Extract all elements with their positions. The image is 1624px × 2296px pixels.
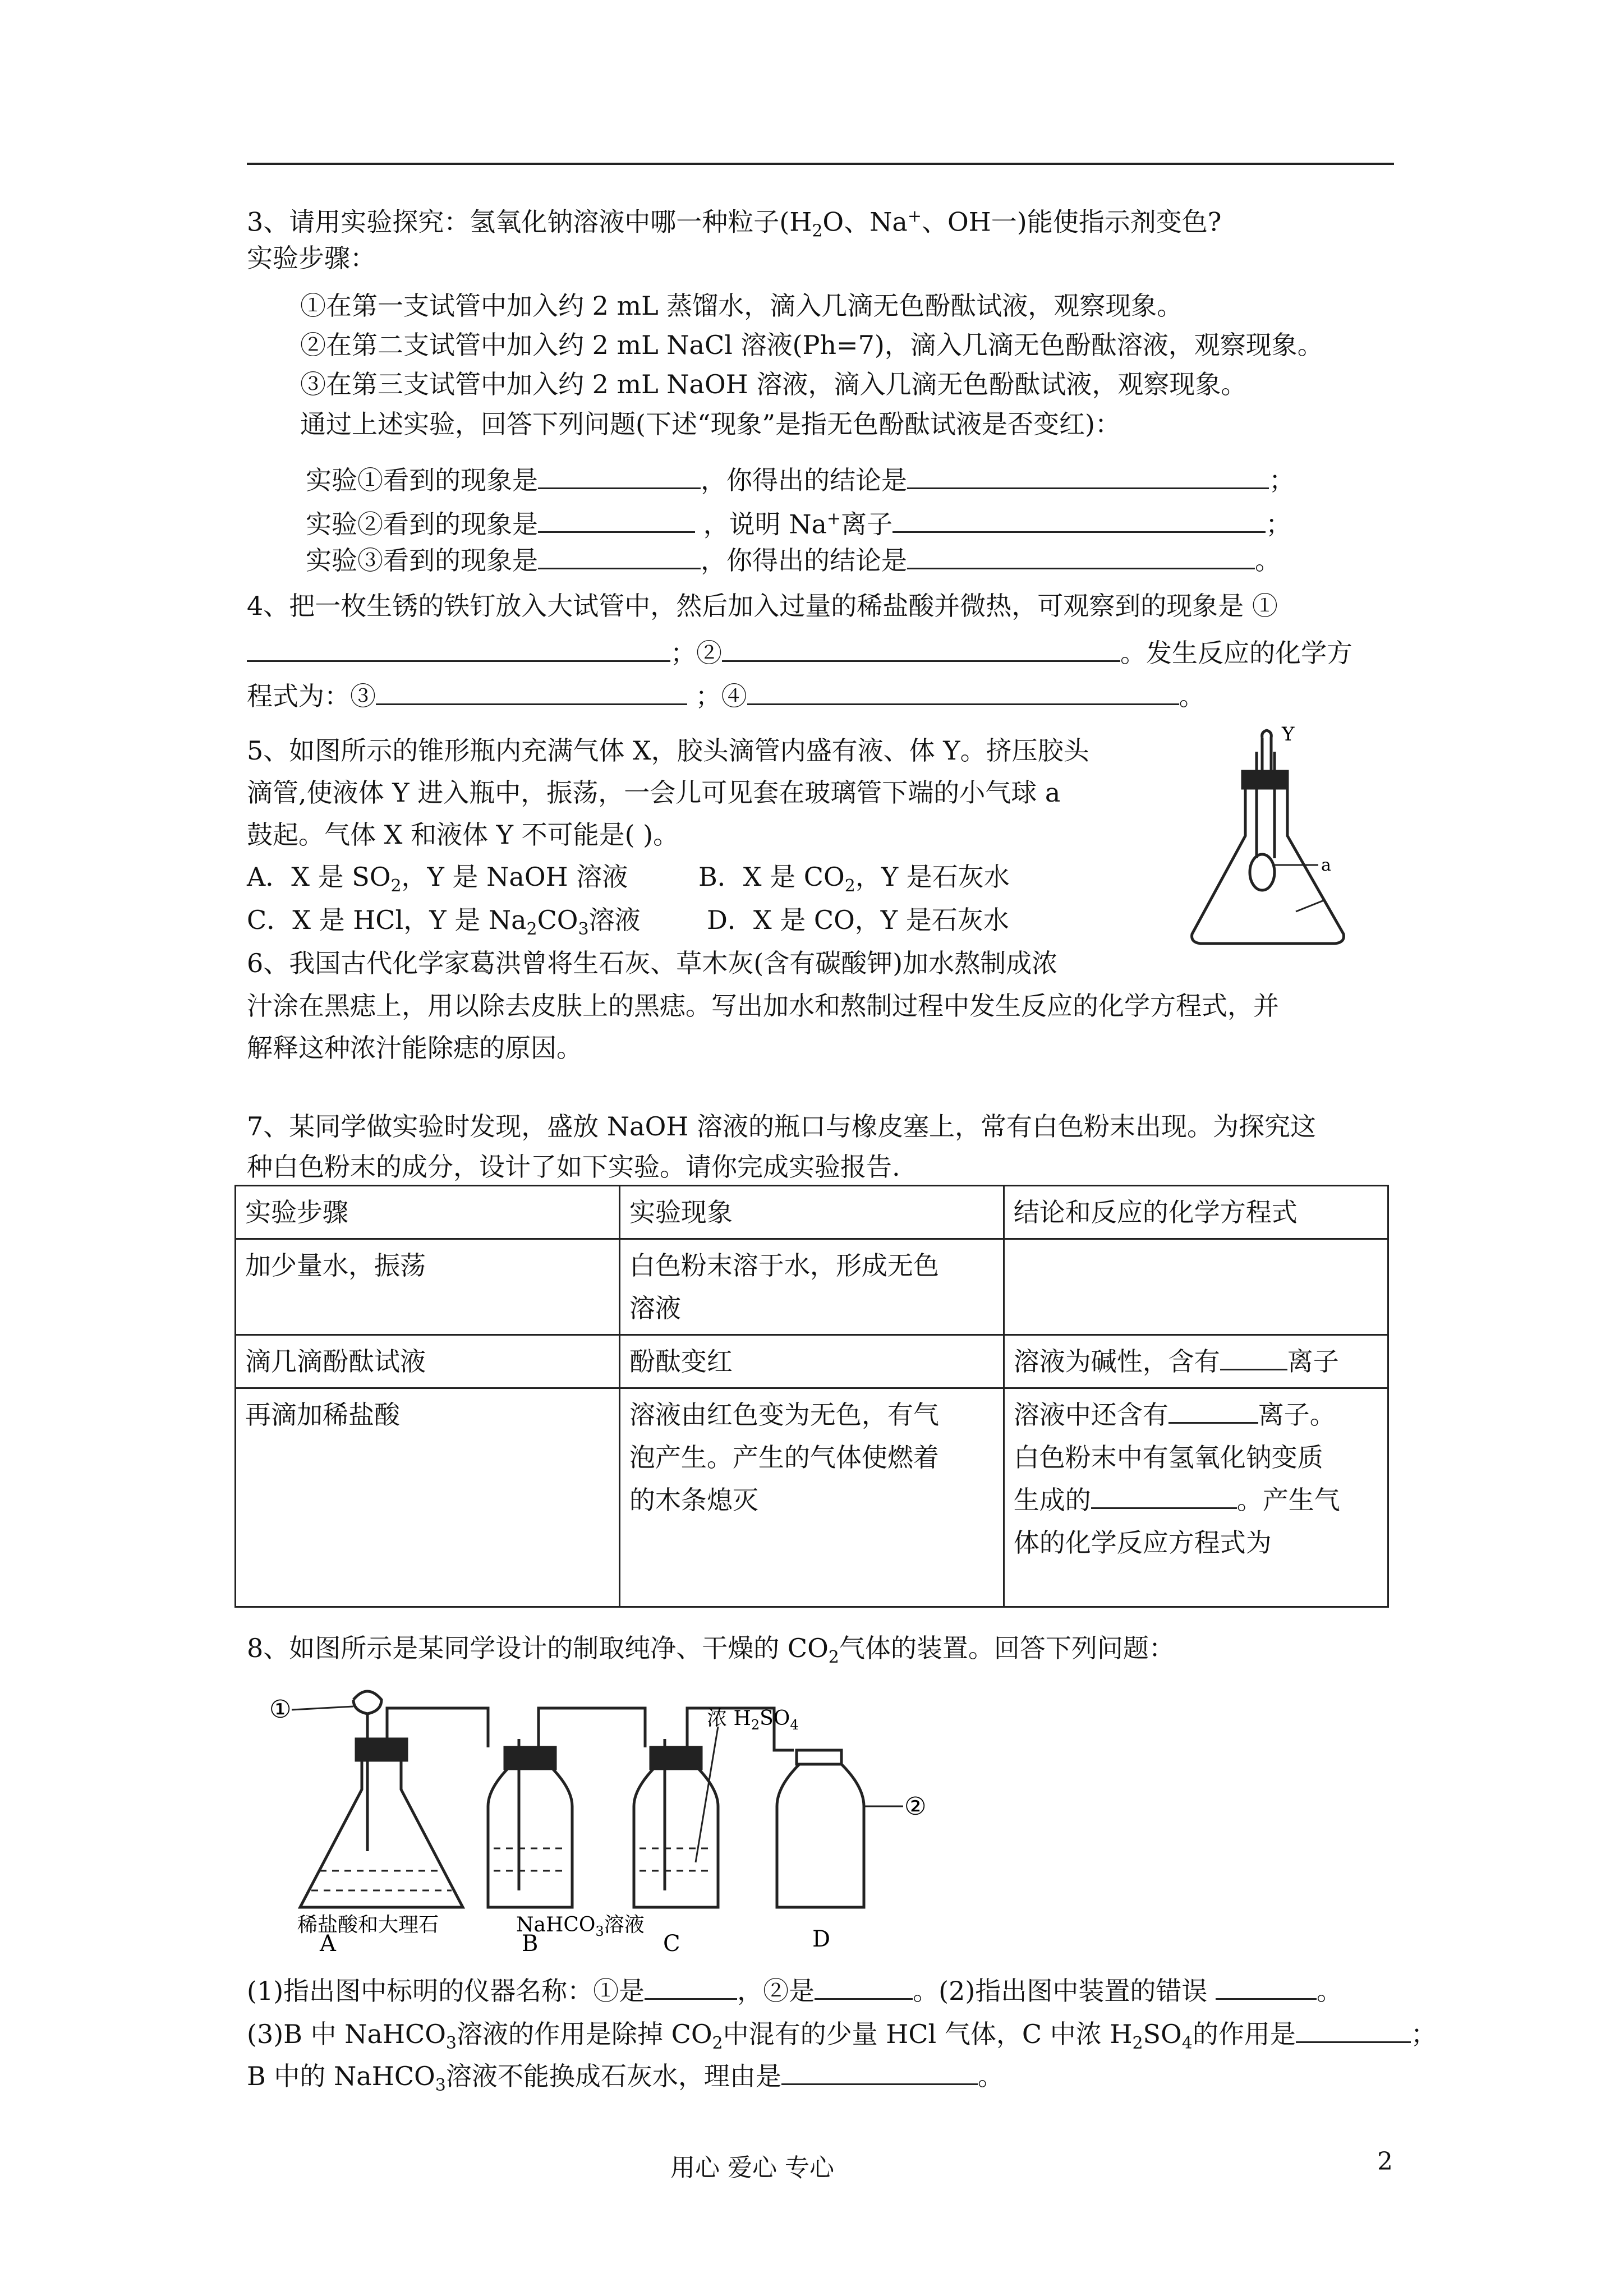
q3-step-1: ①在第一支试管中加入约 2 mL 蒸馏水，滴入几滴无色酚酞试液，观察现象。 bbox=[300, 291, 1183, 321]
q5-line-1: 5、如图所示的锥形瓶内充满气体 X，胶头滴管内盛有液、体 Y。挤压胶头 bbox=[247, 735, 1089, 766]
q8-line-1: (1)指出图中标明的仪器名称：①是 ，②是 。(2)指出图中装置的错误 。 bbox=[247, 1973, 1342, 2008]
q8-error-blank[interactable] bbox=[1216, 1973, 1317, 2000]
q4-equation-4-blank[interactable] bbox=[747, 679, 1179, 705]
table-header-row bbox=[236, 1186, 1388, 1239]
q8-title: 8、如图所示是某同学设计的制取纯净、干燥的 $CO_2$气体的装置。回答下列问题： bbox=[247, 1633, 1175, 1668]
q8-h2so4-role-blank[interactable] bbox=[1296, 2017, 1411, 2043]
label-a: a bbox=[1321, 855, 1331, 875]
table-row bbox=[236, 1388, 1388, 1607]
label-d: D bbox=[812, 1926, 831, 1952]
q5-line-2: 滴管,使液体 Y 进入瓶中，振荡，一会儿可见套在玻璃管下端的小气球 a bbox=[247, 777, 1061, 808]
q8-line-2: (3)B 中 NaHCO$_3$溶液的作用是除掉 $CO_2$中混有的少量 HCl 气体，C 中浓 $H_2SO_4$的作用是 ； bbox=[247, 2017, 1437, 2060]
table-row bbox=[236, 1239, 1388, 1335]
q7-line-2: 种白色粉末的成分，设计了如下实验。请你完成实验报告. bbox=[247, 1152, 900, 1182]
cell-conclusion: 溶液为碱性，含有 离子 bbox=[1004, 1335, 1388, 1388]
q5-option-a: A．X 是 $SO_2$，Y 是 NaOH 溶液 bbox=[247, 862, 628, 896]
table-row bbox=[236, 1335, 1388, 1388]
label-conc: 浓 $H_2SO_4$ bbox=[707, 1707, 799, 1733]
label-2: ② bbox=[904, 1792, 927, 1821]
cell-phenomenon: 酚酞变红 bbox=[619, 1335, 1004, 1388]
q4-line-3: 程式为：③ ；④ 。 bbox=[247, 679, 1205, 713]
footer-motto: 用心 爱心 专心 bbox=[670, 2154, 834, 2182]
q3-step-2: ②在第二支试管中加入约 2 mL NaCl 溶液(Ph=7)，滴入几滴无色酚酞溶液，观察现象。 bbox=[300, 330, 1323, 360]
separatory-funnel bbox=[353, 1691, 381, 1714]
cell-phenomenon: 溶液由红色变为无色，有气 泡产生。产生的气体使燃着 的木条熄灭 bbox=[619, 1388, 1004, 1607]
cell-conclusion-blank[interactable] bbox=[1004, 1239, 1388, 1335]
cell-step: 再滴加稀盐酸 bbox=[236, 1388, 620, 1607]
q8-instrument-1-blank[interactable] bbox=[645, 1973, 737, 2000]
q3-a1-conclusion-blank[interactable] bbox=[907, 463, 1269, 489]
q3-steps-label: 实验步骤： bbox=[247, 243, 376, 273]
flask-a bbox=[300, 1760, 463, 1907]
q8-reason-blank[interactable] bbox=[781, 2059, 978, 2085]
q4-phenomenon-2-blank[interactable] bbox=[722, 636, 1120, 662]
bottle-c bbox=[634, 1769, 718, 1907]
q3-a2-conclusion-blank[interactable] bbox=[892, 507, 1266, 533]
conical-flask-figure bbox=[1178, 718, 1358, 954]
header-rule bbox=[247, 163, 1394, 165]
q3-answer-1: 实验①看到的现象是 ，你得出的结论是 ； bbox=[306, 463, 1295, 497]
q3-answer-2: 实验②看到的现象是 ，说明 Na+离子 ； bbox=[306, 502, 1291, 541]
q5-option-d: D．X 是 CO，Y 是石灰水 bbox=[707, 905, 1009, 935]
q3-a2-phenomenon-blank[interactable] bbox=[538, 507, 695, 533]
label-b: B bbox=[522, 1931, 539, 1952]
q8-line-3: B 中的 NaHCO$_3$溶液不能换成石灰水，理由是 。 bbox=[247, 2059, 1004, 2102]
cell-step: 滴几滴酚酞试液 bbox=[236, 1335, 620, 1388]
label-flask-a: 稀盐酸和大理石 bbox=[297, 1913, 439, 1936]
bottle-d bbox=[777, 1764, 864, 1907]
q3-answer-3: 实验③看到的现象是 ，你得出的结论是 。 bbox=[306, 543, 1281, 577]
page-number: 2 bbox=[1377, 2147, 1393, 2176]
q4-line-2: ；② 。发生反应的化学方 bbox=[247, 636, 1352, 670]
q3-a3-conclusion-blank[interactable] bbox=[907, 543, 1255, 569]
label-c: C bbox=[663, 1931, 680, 1952]
q7-ion-blank-2[interactable] bbox=[1168, 1397, 1258, 1424]
q5-option-c: C．X 是 HCl，Y 是 $Na_2CO_3$溶液 bbox=[247, 905, 641, 940]
q3-a3-phenomenon-blank[interactable] bbox=[538, 543, 701, 569]
cell-step: 加少量水，振荡 bbox=[236, 1239, 620, 1335]
q3-a1-phenomenon-blank[interactable] bbox=[538, 463, 701, 489]
q5-option-b: B．X 是 $CO_2$，Y 是石灰水 bbox=[698, 862, 1010, 896]
q7-ion-blank-1[interactable] bbox=[1220, 1344, 1287, 1370]
flask-stopper bbox=[1243, 771, 1287, 788]
header-step: 实验步骤 bbox=[236, 1186, 620, 1239]
q3-step-3: ③在第三支试管中加入约 2 mL NaOH 溶液，滴入几滴无色酚酞试液，观察现象。 bbox=[300, 369, 1247, 399]
label-a: A bbox=[320, 1931, 336, 1952]
q4-phenomenon-1-blank[interactable] bbox=[247, 636, 670, 662]
q4-equation-3-blank[interactable] bbox=[376, 679, 687, 705]
cell-conclusion: 溶液中还含有 离子。 白色粉末中有氢氧化钠变质 生成的 。产生气 体的化学反应方程式为 bbox=[1004, 1388, 1388, 1607]
q8-instrument-2-blank[interactable] bbox=[815, 1973, 913, 2000]
experiment-report-table bbox=[234, 1185, 1389, 1608]
q7-line-1: 7、某同学做实验时发现，盛放 NaOH 溶液的瓶口与橡皮塞上，常有白色粉末出现。为探究这 bbox=[247, 1111, 1317, 1142]
balloon-a bbox=[1250, 854, 1275, 890]
q5-line-3: 鼓起。气体 X 和液体 Y 不可能是( )。 bbox=[247, 820, 679, 850]
header-phenomenon: 实验现象 bbox=[619, 1186, 1004, 1239]
q7-product-blank[interactable] bbox=[1091, 1483, 1237, 1509]
label-bottle-b: NaHCO$_3$溶液 bbox=[516, 1913, 645, 1939]
cell-phenomenon: 白色粉末溶于水，形成无色 溶液 bbox=[619, 1239, 1004, 1335]
label-1: ① bbox=[269, 1695, 292, 1724]
bottle-b bbox=[488, 1769, 572, 1907]
header-conclusion: 结论和反应的化学方程式 bbox=[1004, 1186, 1388, 1239]
co2-apparatus-figure bbox=[269, 1677, 965, 1952]
q6-line-3: 解释这种浓汁能除痣的原因。 bbox=[247, 1033, 582, 1063]
label-y: Y bbox=[1282, 723, 1295, 746]
q6-line-2: 汁涂在黑痣上，用以除去皮肤上的黑痣。写出加水和熬制过程中发生反应的化学方程式，并 bbox=[247, 991, 1279, 1021]
q4-line-1: 4、把一枚生锈的铁钉放入大试管中，然后加入过量的稀盐酸并微热，可观察到的现象是 ① bbox=[247, 591, 1278, 621]
q3-title: 3、请用实验探究：氢氧化钠溶液中哪一种粒子($H_2O$、Na+、OH一)能使指示剂变色? bbox=[247, 206, 1222, 241]
q3-intro: 通过上述实验，回答下列问题(下述“现象”是指无色酚酞试液是否变红)： bbox=[300, 409, 1121, 439]
q6-line-1: 6、我国古代化学家葛洪曾将生石灰、草木灰(含有碳酸钾)加水熬制成浓 bbox=[247, 948, 1058, 978]
